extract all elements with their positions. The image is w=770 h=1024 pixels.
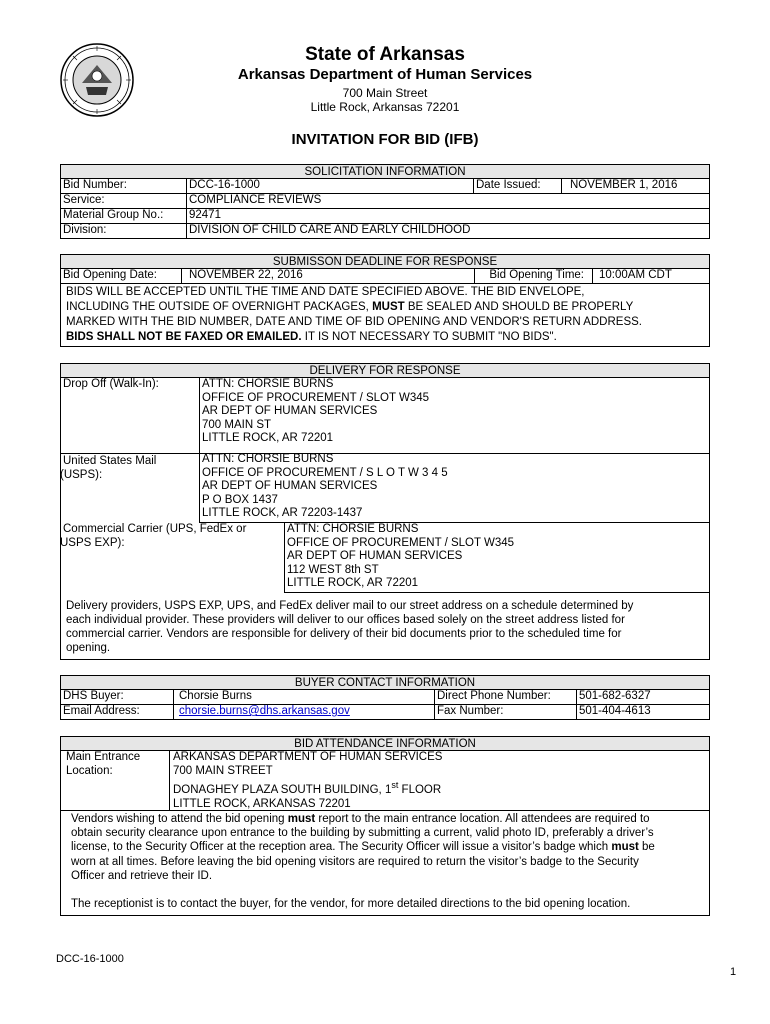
material-group-label: Material Group No.: [60,208,187,224]
location-line: 700 MAIN STREET [173,764,273,777]
notice-emphasis: MUST [372,301,405,313]
address-line: ATTN: CHORSIE BURNS [287,523,419,535]
location-line: ARKANSAS DEPARTMENT OF HUMAN SERVICES [173,751,443,763]
address-line: AR DEPT OF HUMAN SERVICES [202,480,378,493]
usps-label-line-1: United States Mail [63,455,157,467]
email-label: Email Address: [60,704,174,720]
division-label: Division: [60,223,187,239]
agency-name: Arkansas Department of Human Services [237,66,533,83]
delivery-note-line-1: Delivery providers, USPS EXP, UPS, and FedEx deliver mail to our street address on a schedule determined by [66,600,634,612]
bid-opening-date-label: Bid Opening Date: [60,268,182,284]
buyer-name: Chorsie Burns [173,689,435,705]
delivery-note-line-2: each individual provider. These providers will deliver to our offices based solely on the street address listed for [66,614,625,626]
service-label: Service: [60,193,187,209]
phone-label: Direct Phone Number: [434,689,577,705]
dropoff-address [199,377,710,454]
submission-band: SUBMISSON DEADLINE FOR RESPONSE [60,254,710,269]
location-text: DONAGHEY PLAZA SOUTH BUILDING, 1 [173,784,392,797]
para-emphasis: must [287,813,316,825]
attendance-para-line-5: Officer and retrieve their ID. [71,870,213,882]
address-line: 112 WEST 8th ST [287,563,379,576]
para-text: be [638,841,655,853]
submission-notice-line-4 [66,330,557,344]
location-line [173,779,707,797]
address-line: OFFICE OF PROCUREMENT / SLOT W345 [287,536,515,549]
location-line: LITTLE ROCK, ARKANSAS 72201 [173,797,351,810]
buyer-label: DHS Buyer: [60,689,174,705]
submission-notice-line-3: MARKED WITH THE BID NUMBER, DATE AND TIME OF BID OPENING AND VENDOR'S RETURN ADDRESS. [66,316,642,328]
fax-label: Fax Number: [434,704,577,720]
document-title: State of Arkansas [305,44,465,65]
material-group-value: 92471 [186,208,710,224]
buyer-band: BUYER CONTACT INFORMATION [60,675,710,690]
bid-opening-time-value: 10:00AM CDT [592,268,710,284]
attendance-para-line-4: worn at all times. Before leaving the bid opening visitors are required to return the visitor’s badge to the Security [71,856,639,868]
date-issued-value: NOVEMBER 1, 2016 [561,178,710,194]
notice-text: IT IS NOT NECESSARY TO SUBMIT "NO BIDS". [301,331,557,343]
agency-address [0,86,770,114]
address-line: ATTN: CHORSIE BURNS [202,453,334,465]
service-value: COMPLIANCE REVIEWS [186,193,710,209]
address-line: ATTN: CHORSIE BURNS [202,378,334,390]
footer-doc-number: DCC-16-1000 [56,953,124,965]
attendance-band: BID ATTENDANCE INFORMATION [60,736,710,751]
attendance-para-line-1 [71,812,650,826]
attendance-para-2: The receptionist is to contact the buyer, for the vendor, for more detailed directions to the bid opening location. [71,898,631,910]
carrier-address [284,522,710,593]
carrier-label-line-1: Commercial Carrier (UPS, FedEx or [63,523,247,535]
delivery-note-line-3: commercial carrier. Vendors are responsible for delivery of their bid documents prior to the scheduled time for [66,628,622,640]
bid-opening-time-label: Bid Opening Time: [474,268,593,284]
address-line-2: Little Rock, Arkansas 72201 [310,100,460,114]
page-number: 1 [730,966,737,978]
location-label-line: Location: [66,764,113,777]
usps-address [199,453,710,523]
location-text: FLOOR [398,784,442,797]
delivery-band: DELIVERY FOR RESPONSE [60,363,710,378]
location-address [169,750,710,811]
carrier-label-line-2: USPS EXP): [60,537,125,549]
bid-number-value: DCC-16-1000 [186,178,474,194]
submission-notice-line-2 [66,300,633,314]
bid-opening-date-value: NOVEMBER 22, 2016 [181,268,475,284]
invitation-heading: INVITATION FOR BID (IFB) [291,131,479,148]
location-label-line: Main Entrance [66,751,141,763]
address-line: P O BOX 1437 [202,493,278,506]
date-issued-label: Date Issued: [473,178,562,194]
notice-emphasis: BIDS SHALL NOT BE FAXED OR EMAILED. [66,331,302,343]
email-cell [173,704,435,720]
attendance-para-line-2: obtain security clearance upon entrance to the building by submitting a current, valid photo ID, preferably a driver’s [71,827,654,839]
fax-value: 501-404-4613 [576,704,710,720]
address-line: LITTLE ROCK, AR 72203-1437 [202,507,363,520]
address-line: OFFICE OF PROCUREMENT / S L O T W 3 4 5 [202,466,448,479]
address-line: 700 MAIN ST [202,418,272,431]
address-line-1: 700 Main Street [342,86,428,100]
para-emphasis: must [611,841,639,853]
phone-value: 501-682-6327 [576,689,710,705]
ordinal-suffix: st [391,780,399,791]
para-text: Vendors wishing to attend the bid opening [71,813,288,825]
location-label [60,750,170,811]
address-line: LITTLE ROCK, AR 72201 [202,432,334,445]
notice-text: INCLUDING THE OUTSIDE OF OVERNIGHT PACKAGES, [66,301,373,313]
address-line: AR DEPT OF HUMAN SERVICES [287,550,463,563]
division-value: DIVISION OF CHILD CARE AND EARLY CHILDHOOD [186,223,710,239]
para-text: report to the main entrance location. All attendees are required to [315,813,650,825]
address-line: OFFICE OF PROCUREMENT / SLOT W345 [202,391,430,404]
dropoff-label: Drop Off (Walk-In): [60,377,200,454]
address-line: LITTLE ROCK, AR 72201 [287,577,419,590]
notice-text: BE SEALED AND SHOULD BE PROPERLY [404,301,634,313]
email-link[interactable]: chorsie.burns@dhs.arkansas.gov [179,705,350,717]
bid-number-label: Bid Number: [60,178,187,194]
solicitation-band: SOLICITATION INFORMATION [60,164,710,179]
para-text: license, to the Security Officer at the reception area. The Security Officer will issue a visitor’s badge which [71,841,612,853]
submission-notice-line-1: BIDS WILL BE ACCEPTED UNTIL THE TIME AND DATE SPECIFIED ABOVE. THE BID ENVELOPE, [66,286,585,298]
usps-label-line-2: (USPS): [60,469,103,481]
delivery-note-line-4: opening. [66,642,111,654]
address-line: AR DEPT OF HUMAN SERVICES [202,405,378,418]
attendance-para-line-3 [71,840,655,854]
